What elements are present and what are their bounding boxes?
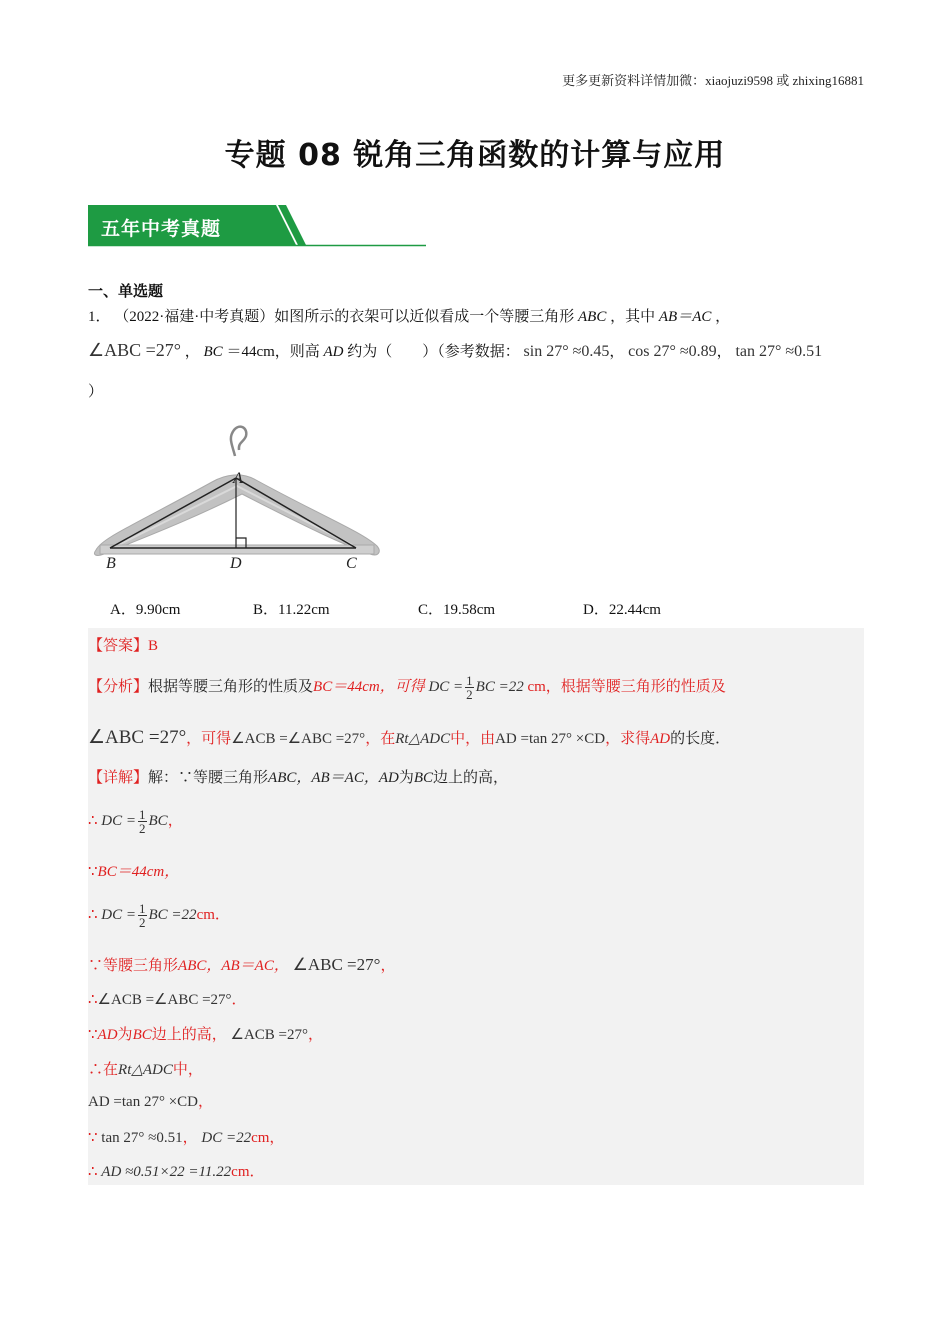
because-symbol: ∵ (88, 1130, 98, 1146)
ad-label: AD (650, 731, 671, 747)
option-d[interactable]: D．22.44cm (583, 602, 661, 618)
triangle-label: Rt△ADC (395, 731, 451, 747)
analysis-text: ，在 (365, 731, 396, 747)
punctuation: ， (198, 1094, 214, 1110)
detail-text: 边上的高， (433, 770, 509, 786)
unit: cm． (196, 906, 230, 923)
therefore-symbol: ∴ (88, 906, 98, 923)
analysis-text: 中，由 (450, 731, 496, 747)
tan-formula: AD =tan 27° ×CD (495, 731, 606, 747)
step-text: 中， (172, 1062, 203, 1078)
step-1 (88, 808, 183, 835)
section-heading: 一、单选题 (88, 284, 164, 300)
fraction-half (138, 808, 147, 835)
result-expression: AD ≈0.51×22 =11.22 (101, 1164, 232, 1180)
cos-reference: cos 27° ≈0.89 (628, 343, 717, 360)
question-line-3 (88, 380, 103, 401)
frac-den: 2 (466, 687, 473, 702)
tan-reference: tan 27° ≈0.51 (735, 343, 823, 360)
bc-label: BC (203, 344, 223, 360)
step-10 (88, 1160, 264, 1181)
angle-expression: ∠ABC =27° (88, 340, 181, 360)
question-text: ＝44cm，则高 (226, 344, 320, 360)
punctuation: ， (308, 1027, 324, 1043)
option-c[interactable]: C．19.58cm (418, 602, 496, 618)
question-line-2: ∠ABC =27° ， BC ＝44cm，则高 AD 约为（ ）（参考数据： sin 27° ≈0.45， cos 27° ≈0.89， tan 27° ≈0.51 (88, 340, 823, 360)
dc-expression (428, 673, 527, 702)
label-d: D (230, 555, 242, 572)
question-text: ， (184, 344, 200, 360)
detail-text: 为 (398, 770, 414, 786)
step-5 (88, 988, 247, 1009)
question-line-1 (88, 305, 730, 326)
frac-den: 2 (139, 915, 146, 930)
detail-text: ABC，AB＝AC，AD (268, 770, 399, 786)
because-symbol: ∵ (88, 864, 98, 880)
tan-formula: AD =tan 27° ×CD (88, 1094, 198, 1110)
punctuation: ， (167, 812, 183, 829)
step-text: 为 (117, 1027, 133, 1043)
label-a: A (233, 470, 243, 487)
punctuation: ． (231, 992, 247, 1008)
question-text: 约为（ ）（参考数据： (347, 344, 520, 360)
step-4 (88, 954, 395, 975)
analysis-line-2 (88, 726, 730, 749)
step1-expression (101, 807, 168, 836)
option-b[interactable]: B．11.22cm (253, 602, 330, 618)
step-7 (88, 1058, 203, 1079)
fraction-half (465, 674, 474, 701)
hanger-figure (92, 420, 384, 580)
detail-text: 解：∵等腰三角形 (148, 770, 269, 786)
step-text: ABC，AB＝AC， (178, 958, 289, 974)
analysis-text: 的长度． (670, 731, 731, 747)
dc-left: DC = (101, 812, 137, 829)
frac-num: 1 (139, 807, 146, 822)
therefore-symbol: ∴ (88, 1164, 98, 1180)
punctuation: ， (182, 1130, 198, 1146)
answer-section (88, 628, 864, 1185)
bc-label: BC (148, 812, 168, 829)
sin-reference: sin 27° ≈0.45 (523, 343, 610, 360)
dc-left: DC = (428, 678, 464, 695)
detail-tag: 【详解】 (88, 770, 149, 786)
frac-den: 2 (139, 821, 146, 836)
header-note: 更多更新资料详情加微：xiaojuzi9598 或 zhixing16881 (562, 73, 864, 88)
step-9 (88, 1126, 284, 1147)
analysis-text: cm，根据等腰三角形的性质及 (527, 678, 726, 695)
analysis-tag: 【分析】 (88, 678, 149, 695)
fraction-half (138, 902, 147, 929)
analysis-text: 根据等腰三角形的性质及 (148, 678, 314, 695)
detail-text: BC (413, 770, 434, 786)
angle-expression: ∠ABC =27° (292, 955, 381, 974)
equality-label: AB＝AC (658, 309, 712, 325)
question-text: ） (88, 384, 104, 400)
step-8 (88, 1090, 213, 1111)
option-a[interactable]: A．9.90cm (110, 602, 181, 618)
step-text: 在 (103, 1062, 119, 1078)
dc-value: DC =22 (201, 1130, 252, 1146)
step-text: 边上的高， (151, 1027, 227, 1043)
step-text: BC＝44cm， (97, 864, 180, 880)
punctuation: ， (380, 958, 396, 974)
question-text: （2022·福建·中考真题）如图所示的衣架可以近似看成一个等腰三角形 (114, 309, 575, 325)
label-c: C (346, 555, 357, 572)
step3-expression (101, 901, 197, 930)
dc-left: DC = (101, 906, 137, 923)
label-b: B (106, 555, 116, 572)
analysis-text: ，求得 (605, 731, 651, 747)
angle-equality: ∠ACB =∠ABC =27° (231, 731, 366, 747)
because-symbol: ∵ (88, 1027, 98, 1043)
angle-expression: ∠ABC =27° (88, 727, 187, 748)
step-2 (88, 860, 179, 881)
tan-reference: tan 27° ≈0.51 (101, 1130, 183, 1146)
because-symbol: ∵ (88, 958, 104, 974)
therefore-symbol: ∴ (88, 1062, 104, 1078)
therefore-symbol: ∴ (88, 992, 98, 1008)
dc-right: BC =22 (475, 678, 524, 695)
question-text: ，其中 (610, 309, 656, 325)
therefore-symbol: ∴ (88, 812, 98, 829)
bc-label: BC (132, 1027, 152, 1043)
frac-num: 1 (139, 901, 146, 916)
question-number: 1． (88, 309, 111, 325)
detail-line (88, 766, 508, 787)
ad-label: AD (97, 1027, 118, 1043)
hanger-diagram (92, 420, 384, 580)
question-text: ， (715, 309, 731, 325)
page-title: 专题 08 锐角三角函数的计算与应用 (224, 138, 726, 173)
triangle-label: ABC (578, 309, 607, 325)
ad-label: AD (323, 344, 344, 360)
step-6 (88, 1023, 323, 1044)
dc-value: BC =22 (148, 906, 197, 923)
triangle-label: Rt△ADC (118, 1062, 173, 1078)
angle-equality: ∠ACB =∠ABC =27° (97, 992, 232, 1008)
banner-label: 五年中考真题 (101, 218, 222, 240)
angle-expression: ∠ACB =27° (230, 1027, 308, 1043)
analysis-text: BC＝44cm，可得 (313, 678, 425, 695)
analysis-line-1 (88, 674, 726, 701)
step-3 (88, 902, 230, 929)
unit: cm， (251, 1130, 285, 1146)
unit: cm． (231, 1164, 265, 1180)
step-text: 等腰三角形 (103, 958, 179, 974)
answer-line: 【答案】B (88, 638, 159, 654)
frac-num: 1 (466, 673, 473, 688)
section-banner (88, 205, 426, 247)
analysis-text: ，可得 (186, 731, 232, 747)
